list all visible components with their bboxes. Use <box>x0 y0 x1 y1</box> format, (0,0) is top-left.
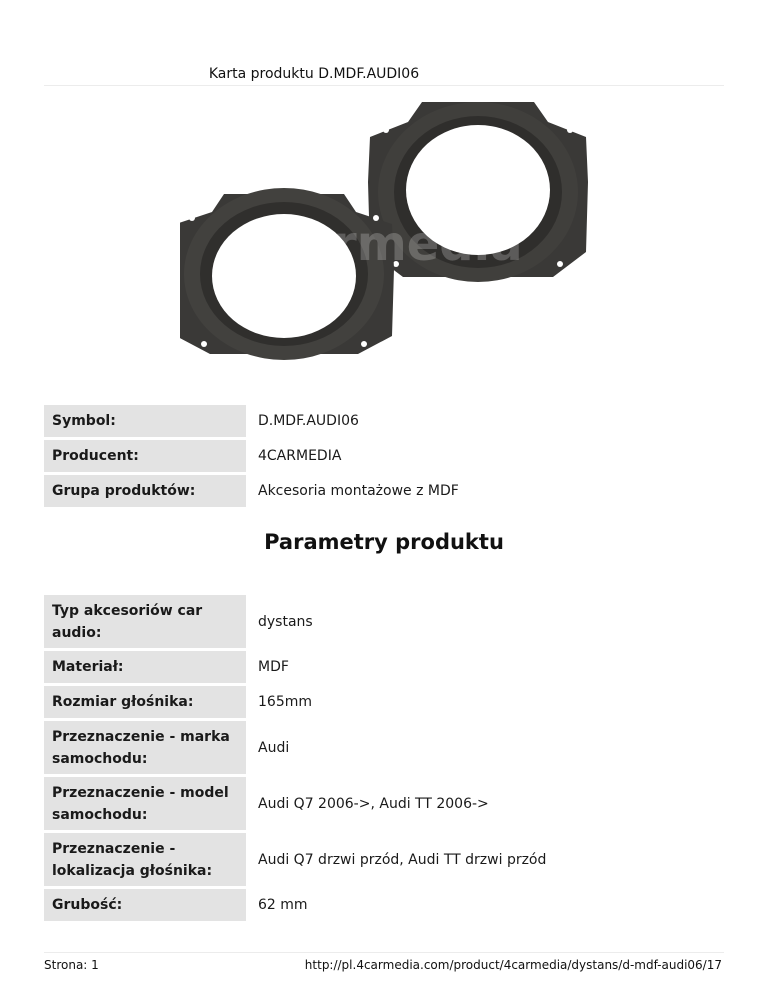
table-row <box>44 721 724 774</box>
table-row <box>44 440 724 472</box>
info-label-producer: Producent: <box>44 440 246 472</box>
param-label-speaker-size: Rozmiar głośnika: <box>44 686 246 718</box>
param-value-thickness: 62 mm <box>258 897 308 913</box>
param-label-accessory-type: Typ akcesoriów car audio: <box>44 595 246 648</box>
param-value-car-brand: Audi <box>258 739 290 756</box>
params-section-title: Parametry produktu <box>264 530 504 554</box>
speaker-spacer-ring-front <box>180 188 394 360</box>
footer-url: http://pl.4carmedia.com/product/4carmedia/dystans/d-mdf-audi06/17 <box>304 958 722 972</box>
info-value-product-group: Akcesoria montażowe z MDF <box>258 483 459 499</box>
table-row <box>44 889 724 921</box>
param-value-accessory-type: dystans <box>258 613 313 630</box>
param-label-thickness: Grubość: <box>44 889 246 921</box>
param-label-car-brand: Przeznaczenie - marka samochodu: <box>44 721 246 774</box>
page-header-title: Karta produktu D.MDF.AUDI06 <box>208 66 420 82</box>
param-value-speaker-location: Audi Q7 drzwi przód, Audi TT drzwi przód <box>258 851 547 868</box>
info-value-producer: 4CARMEDIA <box>258 448 342 464</box>
param-value-speaker-size: 165mm <box>258 694 312 710</box>
table-row <box>44 475 724 507</box>
product-params-table <box>44 592 724 924</box>
info-label-symbol: Symbol: <box>44 405 246 437</box>
param-label-material: Materiał: <box>44 651 246 683</box>
info-label-product-group: Grupa produktów: <box>44 475 246 507</box>
param-value-car-model: Audi Q7 2006->, Audi TT 2006-> <box>258 795 489 812</box>
info-value-symbol: D.MDF.AUDI06 <box>258 413 359 429</box>
header-divider <box>44 85 724 86</box>
table-row <box>44 833 724 886</box>
table-row <box>44 595 724 648</box>
table-row <box>44 686 724 718</box>
param-value-material: MDF <box>258 659 289 675</box>
product-image <box>180 100 600 390</box>
watermark-text: 4Carmedia <box>232 216 523 272</box>
table-row <box>44 777 724 830</box>
footer-page-number: Strona: 1 <box>44 958 99 972</box>
param-label-car-model: Przeznaczenie - model samochodu: <box>44 777 246 830</box>
param-label-speaker-location: Przeznaczenie - lokalizacja głośnika: <box>44 833 246 886</box>
table-row <box>44 405 724 437</box>
footer-divider <box>44 952 724 953</box>
table-row <box>44 651 724 683</box>
product-info-table <box>44 402 724 510</box>
